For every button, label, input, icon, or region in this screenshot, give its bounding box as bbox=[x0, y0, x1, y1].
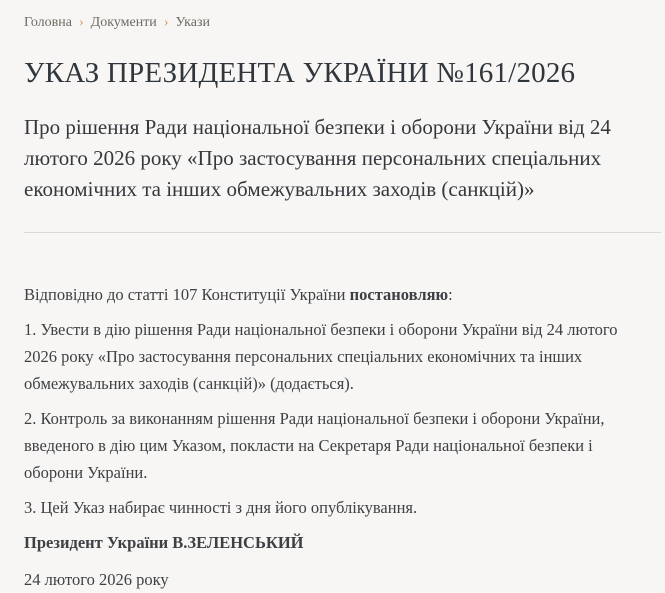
decree-body bbox=[24, 281, 641, 593]
intro-prefix: Відповідно до статті 107 Конституції України bbox=[24, 285, 350, 304]
breadcrumb-link-documents[interactable]: Документи bbox=[90, 15, 157, 30]
intro-paragraph bbox=[24, 281, 641, 308]
paragraph-2: 2. Контроль за виконанням рішення Ради національної безпеки і оборони України, введеного в дію цим Указом, покласти на Секретаря Ради національної безпеки і оборони України. bbox=[24, 409, 605, 482]
decree-subtitle: Про рішення Ради національної безпеки і оборони України від 24 лютого 2026 року «Про застосування персональних спеціальних економічних та інших обмежувальних заходів (санкцій)» bbox=[24, 115, 611, 201]
breadcrumb bbox=[24, 14, 641, 31]
paragraph-1: 1. Увести в дію рішення Ради національної безпеки і оборони України від 24 лютого 2026 року «Про застосування персональних спеціальних економічних та інших обмежувальних заходів (санкцій)» (додається). bbox=[24, 320, 618, 393]
president-signature: Президент України В.ЗЕЛЕНСЬКИЙ bbox=[24, 533, 304, 552]
intro-bold-word: постановляю bbox=[349, 285, 449, 304]
decree-title: УКАЗ ПРЕЗИДЕНТА УКРАЇНИ №161/2026 bbox=[24, 57, 576, 89]
intro-suffix: : bbox=[448, 285, 453, 304]
breadcrumb-separator-icon: › bbox=[78, 15, 84, 30]
breadcrumb-separator-icon: › bbox=[163, 15, 169, 30]
decree-date: 24 лютого 2026 року bbox=[24, 570, 169, 589]
breadcrumb-link-home[interactable]: Головна bbox=[24, 15, 72, 30]
divider bbox=[24, 232, 661, 233]
paragraph-3: 3. Цей Указ набирає чинності з дня його опублікування. bbox=[24, 498, 418, 517]
breadcrumb-link-decrees[interactable]: Укази bbox=[175, 15, 210, 30]
